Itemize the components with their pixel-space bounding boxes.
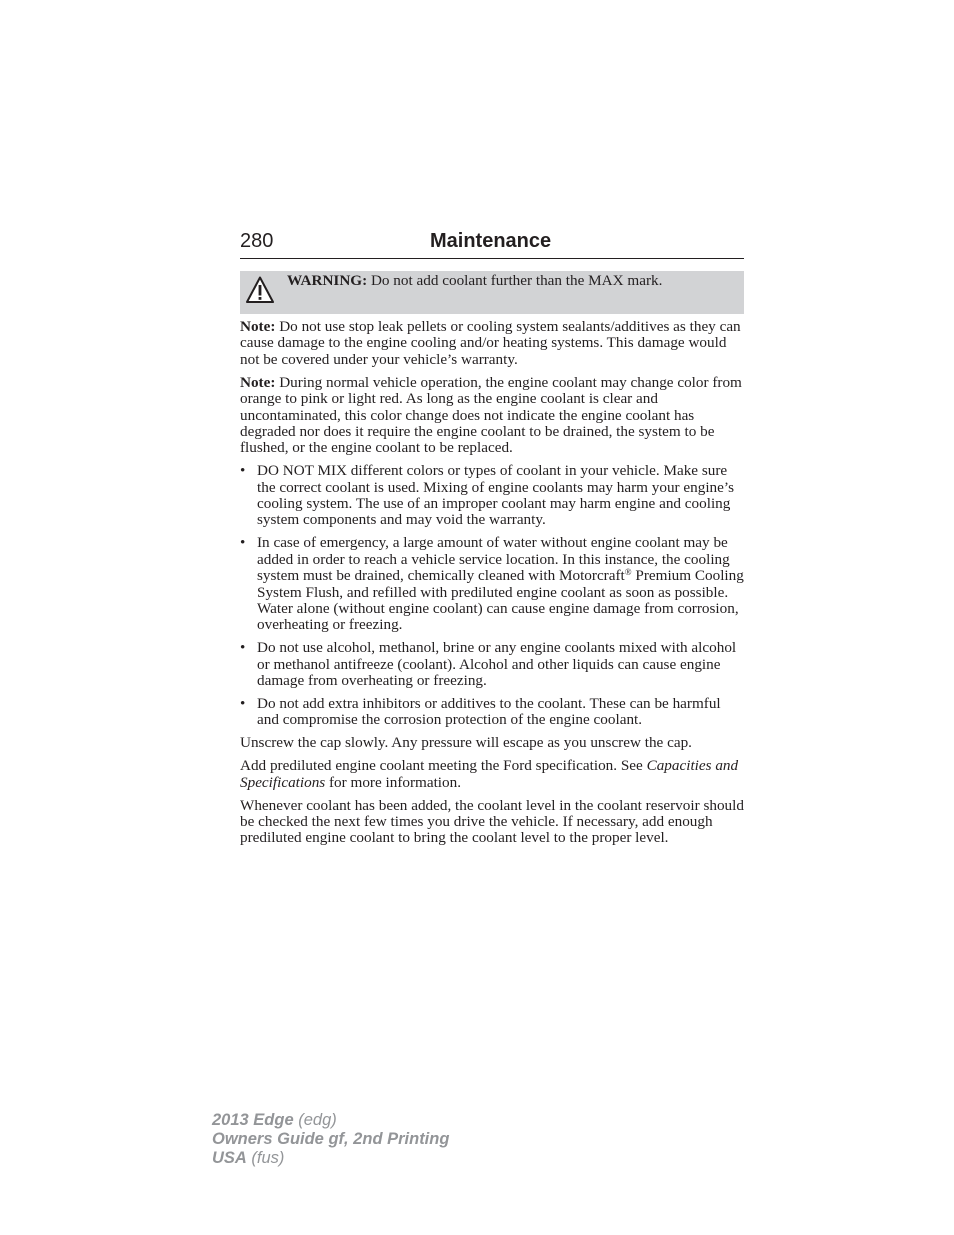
footer-line-model: [212, 1111, 449, 1130]
registered-mark: ®: [624, 567, 632, 578]
whenever-paragraph: Whenever coolant has been added, the coolant level in the coolant reservoir should be checked the next few times you drive the vehicle. If necessary, add enough prediluted engine coolant to bring the coolant level to the proper level.: [240, 796, 744, 847]
add-coolant-text-end: for more information.: [325, 773, 462, 791]
list-item: [240, 640, 744, 689]
note-label: Note:: [240, 318, 276, 335]
list-item-text: DO NOT MIX different colors or types of coolant in your vehicle. Make sure the correct coolant is used. Mixing of engine coolants may harm your engine’s cooling system. The use of an improper coolant may harm engine and cooling system components and may void the warranty.: [257, 462, 735, 529]
footer-market-code: (fus): [246, 1149, 285, 1167]
list-item-text: Do not add extra inhibitors or additives to the coolant. These can be harmful and compromise the corrosion protection of the engine coolant.: [257, 695, 721, 729]
footer-model: 2013 Edge: [212, 1111, 294, 1129]
list-item-text: In case of emergency, a large amount of water without engine coolant may be added in order to reach a vehicle service location. In this instance, the cooling system must be drained, chemically cleaned with Motorcraft: [257, 534, 730, 585]
list-item-text-continued: Premium Cooling System Flush, and refilled with prediluted engine coolant as soon as possible. Water alone (without engine coolant) can cause engine damage from corrosion, overheating or freezing.: [257, 567, 744, 634]
warning-message: Do not add coolant further than the MAX mark.: [367, 272, 663, 289]
add-coolant-text: Add prediluted engine coolant meeting the Ford specification. See: [240, 757, 647, 775]
section-title: Maintenance: [430, 230, 552, 252]
list-item: [240, 696, 744, 729]
footer-guide: Owners Guide gf, 2nd Printing: [212, 1130, 450, 1148]
bullet-icon: •: [240, 639, 246, 657]
bullet-icon: •: [240, 534, 246, 552]
footer-market: USA: [212, 1149, 247, 1167]
add-coolant-paragraph: [240, 758, 744, 791]
note-paragraph: [240, 319, 744, 368]
list-item: [240, 463, 744, 529]
warning-box: [240, 271, 744, 314]
warning-triangle-icon: [245, 275, 275, 305]
list-item: [240, 535, 744, 633]
bullet-icon: •: [240, 695, 246, 713]
footer-model-code: (edg): [293, 1111, 337, 1129]
warning-text: [287, 273, 736, 289]
page-header: [240, 226, 744, 259]
list-item-text: Do not use alcohol, methanol, brine or any engine coolants mixed with alcohol or methanol antifreeze (coolant). Alcohol and other liquids can cause engine damage from overheating or freezing.: [257, 639, 737, 690]
body-content: [240, 319, 744, 847]
footer-line-market: [212, 1149, 449, 1168]
note-paragraph: [240, 375, 744, 457]
note-text: During normal vehicle operation, the engine coolant may change color from orange to pink or light red. As long as the engine coolant is clear and uncontaminated, this color change does not indicate the engine coolant has degraded nor does it require the engine coolant to be drained, the system to be flushed, or the engine coolant to be replaced.: [240, 373, 742, 457]
manual-page: [240, 226, 744, 853]
warning-label: WARNING:: [287, 272, 368, 289]
bullet-list: [240, 463, 744, 729]
page-number: 280: [240, 230, 274, 252]
note-text: Do not use stop leak pellets or cooling system sealants/additives as they can cause damage to the engine cooling and/or heating systems. This damage would not be covered under your vehicle’s warranty.: [240, 318, 741, 368]
page-footer: [212, 1111, 449, 1168]
footer-line-guide: [212, 1130, 449, 1149]
unscrew-paragraph: Unscrew the cap slowly. Any pressure will escape as you unscrew the cap.: [240, 734, 692, 752]
note-label: Note:: [240, 373, 276, 391]
bullet-icon: •: [240, 462, 246, 480]
cross-reference-link[interactable]: Capacities and Specifications: [240, 757, 739, 791]
